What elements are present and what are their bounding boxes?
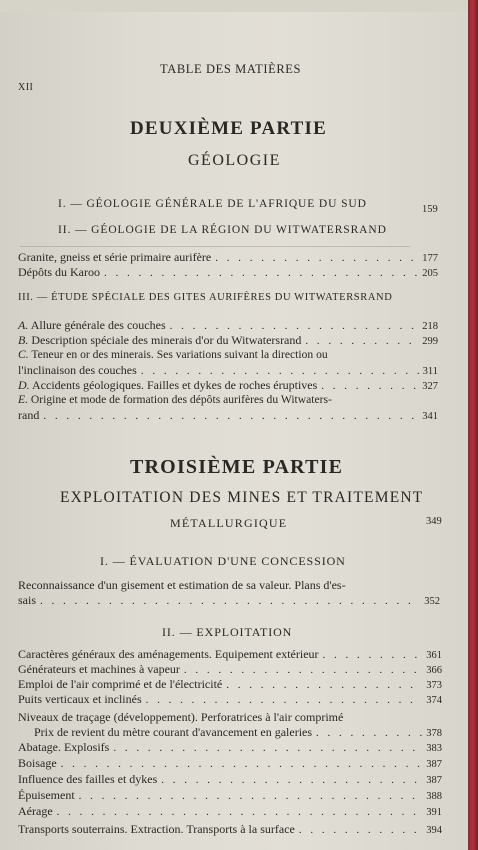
toc-entry [18, 677, 442, 692]
toc-entry-letter: E. [18, 393, 28, 406]
toc-entry-text: rand [18, 408, 40, 422]
toc-entry [18, 250, 438, 265]
toc-entry [18, 318, 438, 333]
book-spine-edge [468, 0, 478, 850]
part-2-title: DEUXIÈME PARTIE [130, 118, 327, 139]
toc-entry-text: Boisage [18, 756, 57, 770]
toc-entry-page: 299 [422, 336, 438, 347]
toc-entry-page: 383 [426, 743, 442, 754]
toc-entry-page: 391 [426, 807, 442, 818]
toc-entry-page: 205 [422, 268, 438, 279]
toc-entry-label: Origine et mode de formation des dépôts aurifères du Witwaters- [30, 393, 332, 406]
running-header: TABLE DES MATIÈRES [160, 62, 302, 76]
toc-entry-text [18, 318, 166, 333]
section-label: III. — ÉTUDE SPÉCIALE DES GITES AURIFÈRES DU WITWATERSRAND [18, 292, 393, 303]
toc-entry [18, 265, 438, 280]
dot-leader [299, 824, 422, 836]
dot-leader [170, 320, 419, 332]
dot-leader [316, 727, 422, 739]
toc-entry [18, 740, 442, 755]
toc-entry-text [18, 348, 328, 361]
toc-entry-page: 373 [426, 680, 442, 691]
part-3-title: TROISIÈME PARTIE [130, 456, 344, 478]
part-2-subtitle: GÉOLOGIE [188, 152, 281, 169]
toc-entry-text: Influence des failles et dykes [18, 772, 158, 786]
toc-entry [18, 378, 438, 393]
dot-leader [226, 679, 422, 691]
toc-entry-page: 352 [424, 596, 440, 607]
dot-leader [146, 694, 423, 706]
toc-entry [18, 408, 438, 423]
dot-leader [305, 335, 418, 347]
toc-entry-page: 394 [426, 825, 442, 836]
toc-entry-page: 387 [426, 759, 442, 770]
dot-leader [61, 758, 423, 770]
toc-entry-page: 388 [426, 791, 442, 802]
dot-leader [321, 380, 418, 392]
dot-leader [43, 410, 418, 422]
toc-entry-text: sais [18, 593, 36, 607]
toc-entry-text: Dépôts du Karoo [18, 265, 100, 279]
toc-entry-text [18, 333, 301, 348]
dot-leader [57, 806, 423, 818]
rule [20, 246, 410, 247]
toc-entry-page: 311 [422, 366, 438, 377]
toc-entry-text: Épuisement [18, 788, 75, 802]
page-top-edge [0, 0, 470, 12]
toc-entry [18, 593, 440, 608]
toc-entry-letter: B. [18, 333, 29, 347]
part-3-subtitle: EXPLOITATION DES MINES ET TRAITEMENT [60, 489, 424, 506]
toc-entry-label: Accidents géologiques. Failles et dykes de roches éruptives [32, 378, 318, 392]
dot-leader [161, 774, 422, 786]
toc-entry [18, 333, 438, 348]
toc-entry [18, 756, 442, 771]
toc-entry-page: 341 [422, 411, 438, 422]
dot-leader [79, 790, 423, 802]
toc-entry-page: 361 [426, 650, 442, 661]
dot-leader [40, 595, 420, 607]
toc-entry-label: Teneur en or des minerais. Ses variations suivant la direction ou [31, 348, 328, 361]
toc-entry [18, 647, 442, 662]
toc-entry [18, 788, 442, 803]
toc-entry-text: Aérage [18, 804, 53, 818]
section-label: II. — EXPLOITATION [162, 625, 293, 639]
toc-entry-page: 374 [426, 695, 442, 706]
part-3-subtitle-cont: MÉTALLURGIQUE [170, 516, 288, 530]
toc-entry [18, 804, 442, 819]
section-label: II. — GÉOLOGIE DE LA RÉGION DU WITWATERSRAND [58, 224, 387, 236]
dot-leader [323, 649, 423, 661]
toc-entry [34, 725, 442, 740]
toc-entry [18, 662, 442, 677]
toc-entry-letter: C. [18, 348, 29, 361]
toc-entry-text: Reconnaissance d'un gisement et estimation de sa valeur. Plans d'es- [18, 578, 346, 592]
dot-leader [215, 252, 418, 264]
section-label: I. — GÉOLOGIE GÉNÉRALE DE L'AFRIQUE DU SUD [58, 198, 367, 210]
dot-leader [184, 664, 422, 676]
section-page: 349 [426, 516, 442, 527]
page-number: XII [18, 82, 34, 93]
toc-entry-text: Transports souterrains. Extraction. Transports à la surface [18, 822, 295, 836]
toc-entry-text: Générateurs et machines à vapeur [18, 662, 180, 676]
toc-entry-text: Prix de revient du mètre courant d'avancement en galeries [34, 725, 313, 739]
toc-entry-label: Allure générale des couches [30, 318, 166, 332]
toc-entry-text: l'inclinaison des couches [18, 363, 137, 377]
toc-entry-page: 366 [426, 665, 442, 676]
toc-entry [18, 692, 442, 707]
toc-entry-text: Abatage. Explosifs [18, 740, 110, 754]
toc-entry-letter: D. [18, 378, 30, 392]
toc-entry-text: Puits verticaux et inclinés [18, 692, 142, 706]
toc-entry-text [18, 378, 317, 393]
toc-entry [18, 822, 442, 837]
dot-leader [141, 365, 419, 377]
toc-entry-label: Description spéciale des minerais d'or du Witwatersrand [31, 333, 302, 347]
toc-entry-text: Emploi de l'air comprimé et de l'électricité [18, 677, 223, 691]
toc-entry-text: Granite, gneiss et série primaire aurifère [18, 250, 212, 264]
toc-entry-text [18, 393, 332, 406]
toc-entry-text: Niveaux de traçage (développement). Perforatrices à l'air comprimé [18, 710, 344, 724]
toc-entry-page: 327 [422, 381, 438, 392]
dot-leader [113, 742, 422, 754]
toc-entry-page: 177 [422, 253, 438, 264]
toc-entry-page: 378 [426, 728, 442, 739]
toc-entry-page: 218 [422, 321, 438, 332]
toc-entry [18, 363, 438, 378]
toc-entry-text: Caractères généraux des aménagements. Equipement extérieur [18, 647, 319, 661]
section-page: 159 [422, 204, 438, 215]
toc-entry [18, 772, 442, 787]
section-label: I. — ÉVALUATION D'UNE CONCESSION [100, 554, 346, 568]
dot-leader [104, 267, 418, 279]
toc-entry-page: 387 [426, 775, 442, 786]
toc-entry-letter: A. [18, 318, 29, 332]
